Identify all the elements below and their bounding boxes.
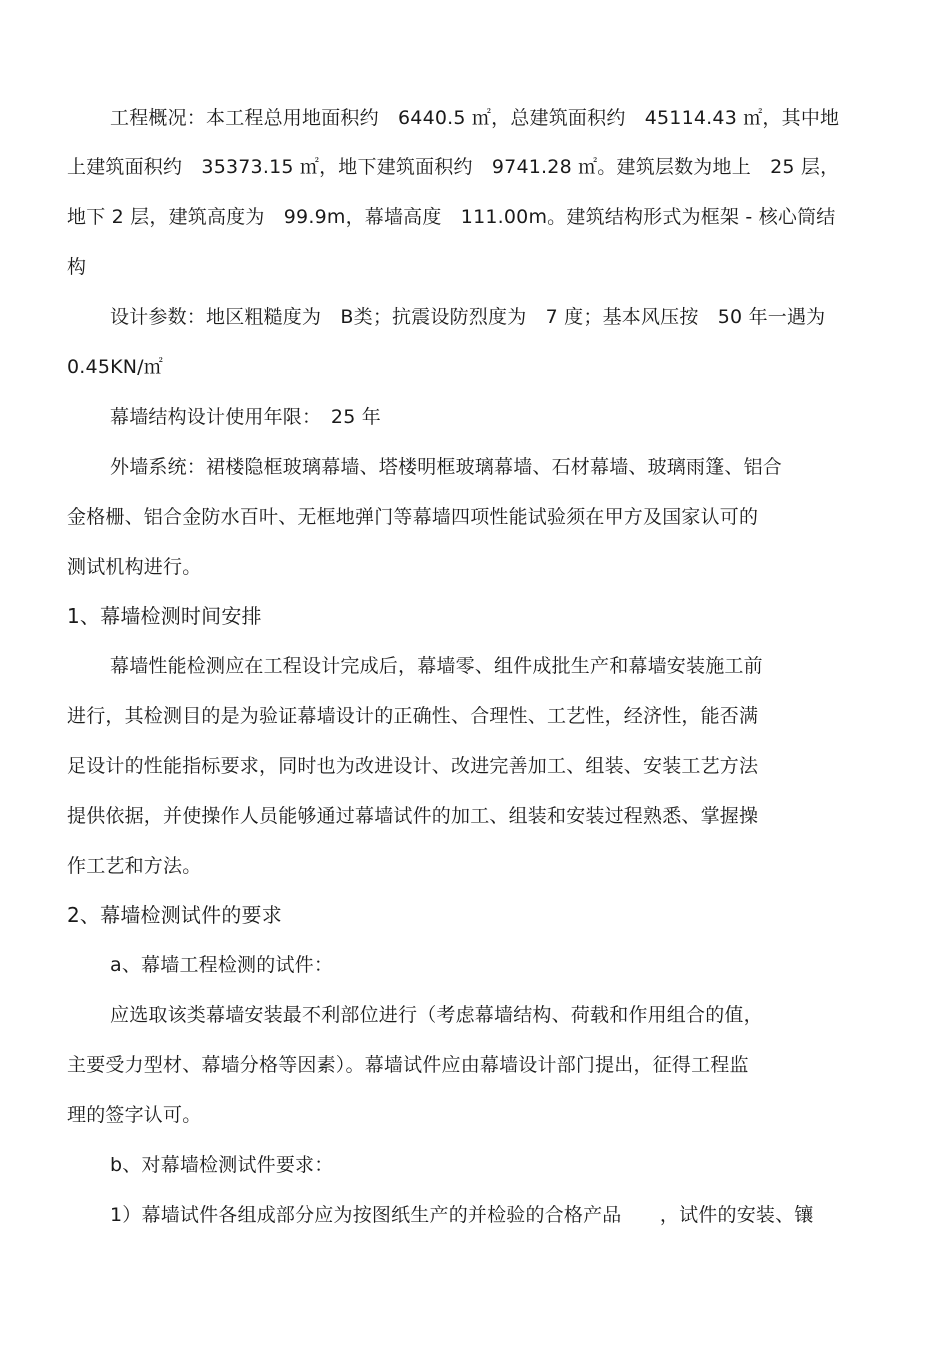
specimen-selection-line-2: 主要受力型材、幕墙分格等因素）。幕墙试件应由幕墙设计部门提出，征得工程监 [67, 1054, 749, 1076]
overview-line-4: 构 [67, 256, 87, 278]
schedule-line-3: 足设计的性能指标要求，同时也为改进设计、改进完善加工、组装、安装工艺方法 [67, 755, 759, 777]
schedule-line-5: 作工艺和方法。 [67, 855, 202, 877]
schedule-line-2: 进行，其检测目的是为验证幕墙设计的正确性、合理性、工艺性，经济性，能否满 [67, 705, 759, 727]
specimen-selection-line-1: 应选取该类幕墙安装最不利部位进行（考虑幕墙结构、荷载和作用组合的值， [110, 1004, 763, 1026]
wall-system-line-1: 外墙系统：裙楼隐框玻璃幕墙、塔楼明框玻璃幕墙、石材幕墙、玻璃雨篷、铝合 [110, 456, 783, 478]
design-params-line-2: 0.45KN/㎡ [67, 356, 163, 378]
requirement-1-line: 1）幕墙试件各组成部分应为按图纸生产的并检验的合格产品 ，试件的安装、镶 [110, 1204, 814, 1226]
schedule-line-4: 提供依据，并使操作人员能够通过幕墙试件的加工、组装和安装过程熟悉、掌握操 [67, 805, 759, 827]
schedule-line-1: 幕墙性能检测应在工程设计完成后，幕墙零、组件成批生产和幕墙安装施工前 [110, 655, 763, 677]
specimen-selection-line-3: 理的签字认可。 [67, 1104, 202, 1126]
service-life-line: 幕墙结构设计使用年限： 25 年 [110, 406, 381, 428]
wall-system-line-2: 金格栅、铝合金防水百叶、无框地弹门等幕墙四项性能试验须在甲方及国家认可的 [67, 506, 759, 528]
section-heading-1: 1、幕墙检测时间安排 [67, 604, 262, 628]
design-params-line-1: 设计参数：地区粗糙度为 B类；抗震设防烈度为 7 度；基本风压按 50 年一遇为 [110, 306, 826, 328]
specimen-a-label: a、幕墙工程检测的试件： [110, 954, 334, 976]
specimen-b-label: b、对幕墙检测试件要求： [110, 1154, 334, 1176]
overview-line-2: 上建筑面积约 35373.15 ㎡，地下建筑面积约 9741.28 ㎡。建筑层数为地上 25 层， [67, 156, 840, 178]
section-heading-2: 2、幕墙检测试件的要求 [67, 903, 282, 927]
overview-line-1: 工程概况：本工程总用地面积约 6440.5 ㎡，总建筑面积约 45114.43 ㎡，其中地 [110, 107, 840, 129]
overview-line-3: 地下 2 层，建筑高度为 99.9m，幕墙高度 111.00m。建筑结构形式为框架 - 核心筒结 [67, 206, 836, 228]
wall-system-line-3: 测试机构进行。 [67, 556, 202, 578]
